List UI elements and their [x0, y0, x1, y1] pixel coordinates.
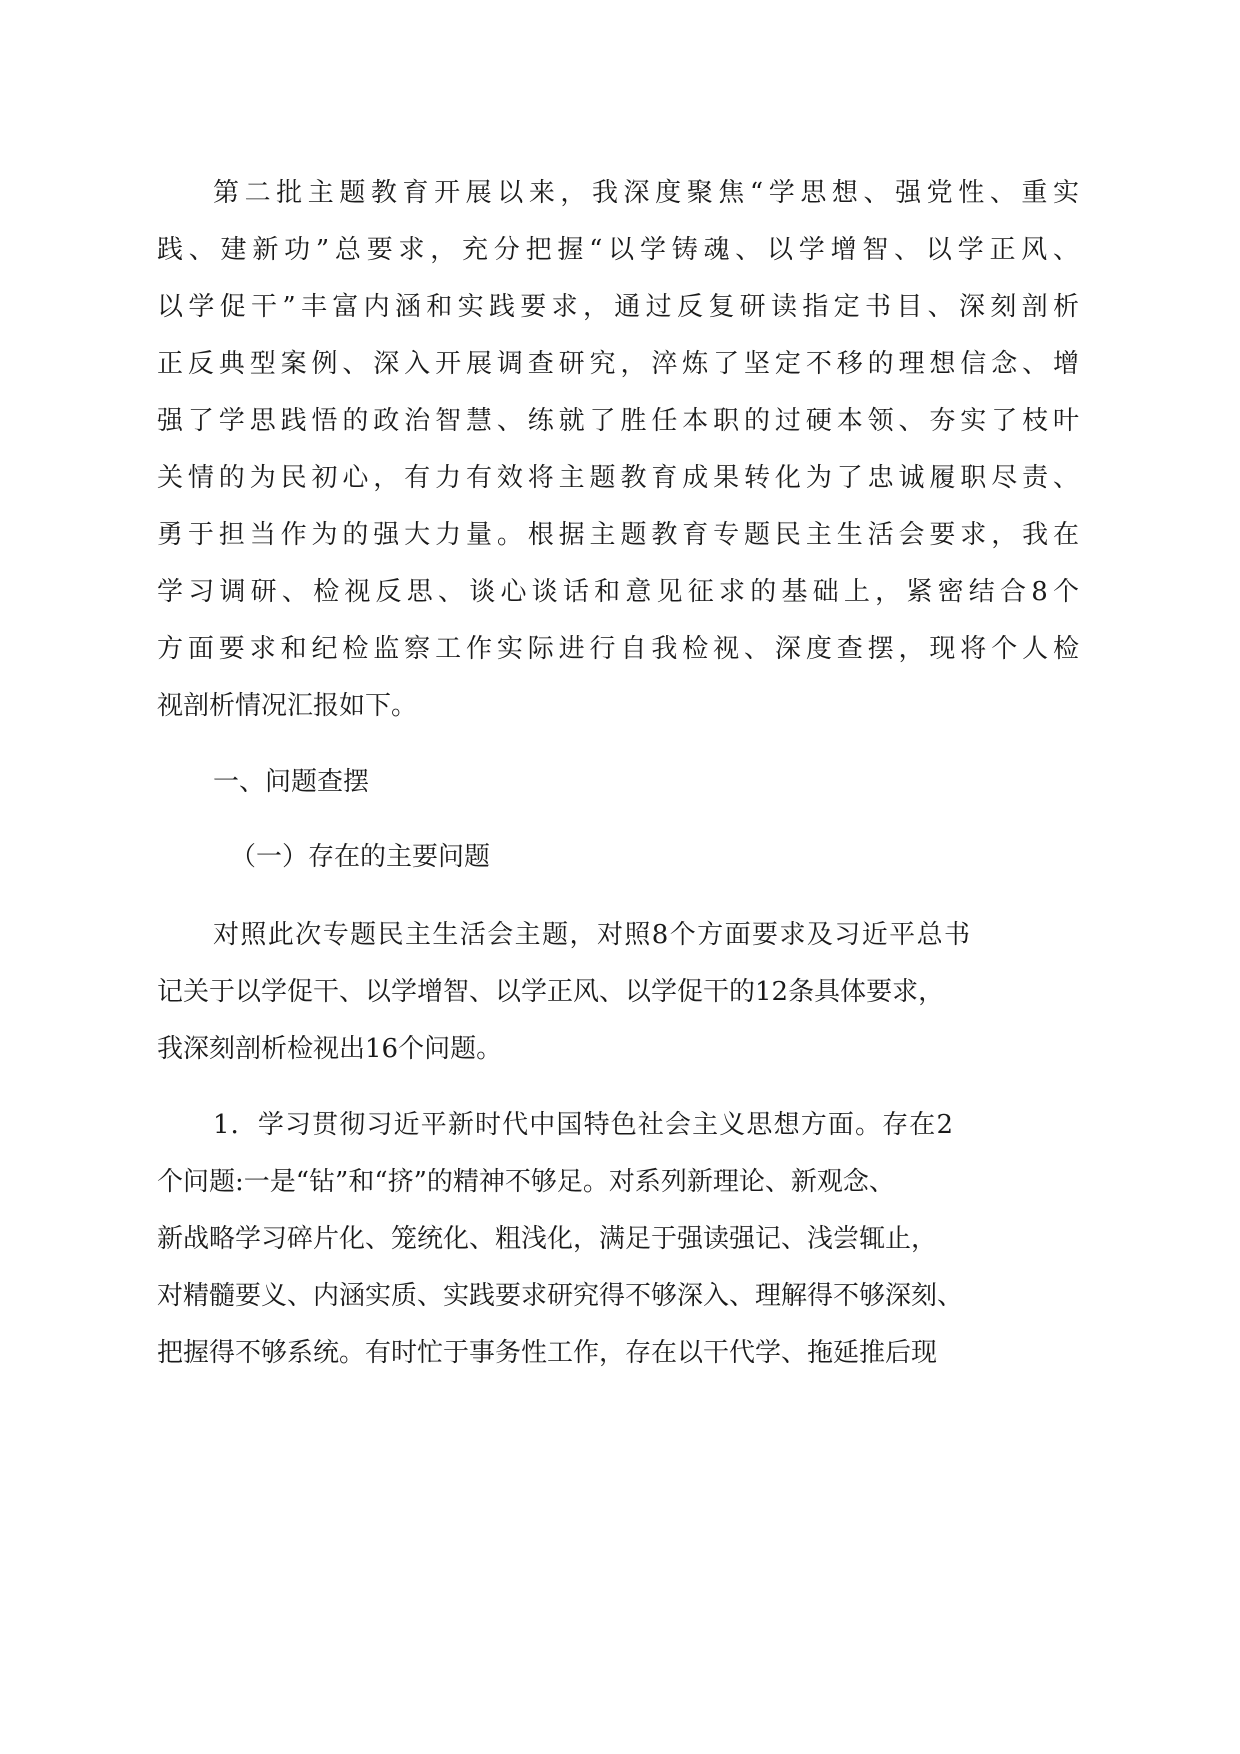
item1-line-1: 1．学习贯彻习近平新时代中国特色社会主义思想方面。存在2 — [213, 1110, 953, 1140]
intro-line-3: 以学促干”丰富内涵和实践要求，通过反复研读指定书目、深刻剖析 — [157, 292, 1079, 322]
intro-line-9: 方面要求和纪检监察工作实际进行自我检视、深度查摆，现将个人检 — [157, 634, 1079, 664]
intro-line-2: 践、建新功”总要求，充分把握“以学铸魂、以学增智、以学正风、 — [157, 235, 1079, 265]
intro-line-8: 学习调研、检视反思、谈心谈话和意见征求的基础上，紧密结合8个 — [157, 577, 1079, 607]
section-heading: 一、问题查摆 — [213, 767, 370, 797]
subsection-heading: （一）存在的主要问题 — [230, 842, 491, 872]
intro-line-4: 正反典型案例、深入开展调查研究，淬炼了坚定不移的理想信念、增 — [157, 349, 1079, 379]
intro-line-7: 勇于担当作为的强大力量。根据主题教育专题民主生活会要求，我在 — [157, 520, 1079, 550]
item1-line-5: 把握得不够系统。有时忙于事务性工作，存在以干代学、拖延推后现 — [157, 1338, 938, 1368]
intro-line-10: 视剖析情况汇报如下。 — [157, 691, 418, 721]
intro-line-6: 关情的为民初心，有力有效将主题教育成果转化为了忠诚履职尽责、 — [157, 463, 1079, 493]
intro-line-5: 强了学思践悟的政治智慧、练就了胜任本职的过硬本领、夯实了枝叶 — [157, 406, 1079, 436]
overview-line-1: 对照此次专题民主生活会主题，对照8个方面要求及习近平总书 — [213, 920, 970, 950]
overview-line-3: 我深刻剖析检视出16个问题。 — [157, 1034, 503, 1064]
item1-line-3: 新战略学习碎片化、笼统化、粗浅化，满足于强读强记、浅尝辄止， — [157, 1224, 938, 1254]
item1-line-2: 个问题:一是“钻”和“挤”的精神不够足。对系列新理论、新观念、 — [157, 1167, 895, 1197]
intro-line-1: 第二批主题教育开展以来，我深度聚焦“学思想、强党性、重实 — [213, 178, 1079, 208]
item1-line-4: 对精髓要义、内涵实质、实践要求研究得不够深入、理解得不够深刻、 — [157, 1281, 964, 1311]
overview-line-2: 记关于以学促干、以学增智、以学正风、以学促干的12条具体要求， — [157, 977, 945, 1007]
